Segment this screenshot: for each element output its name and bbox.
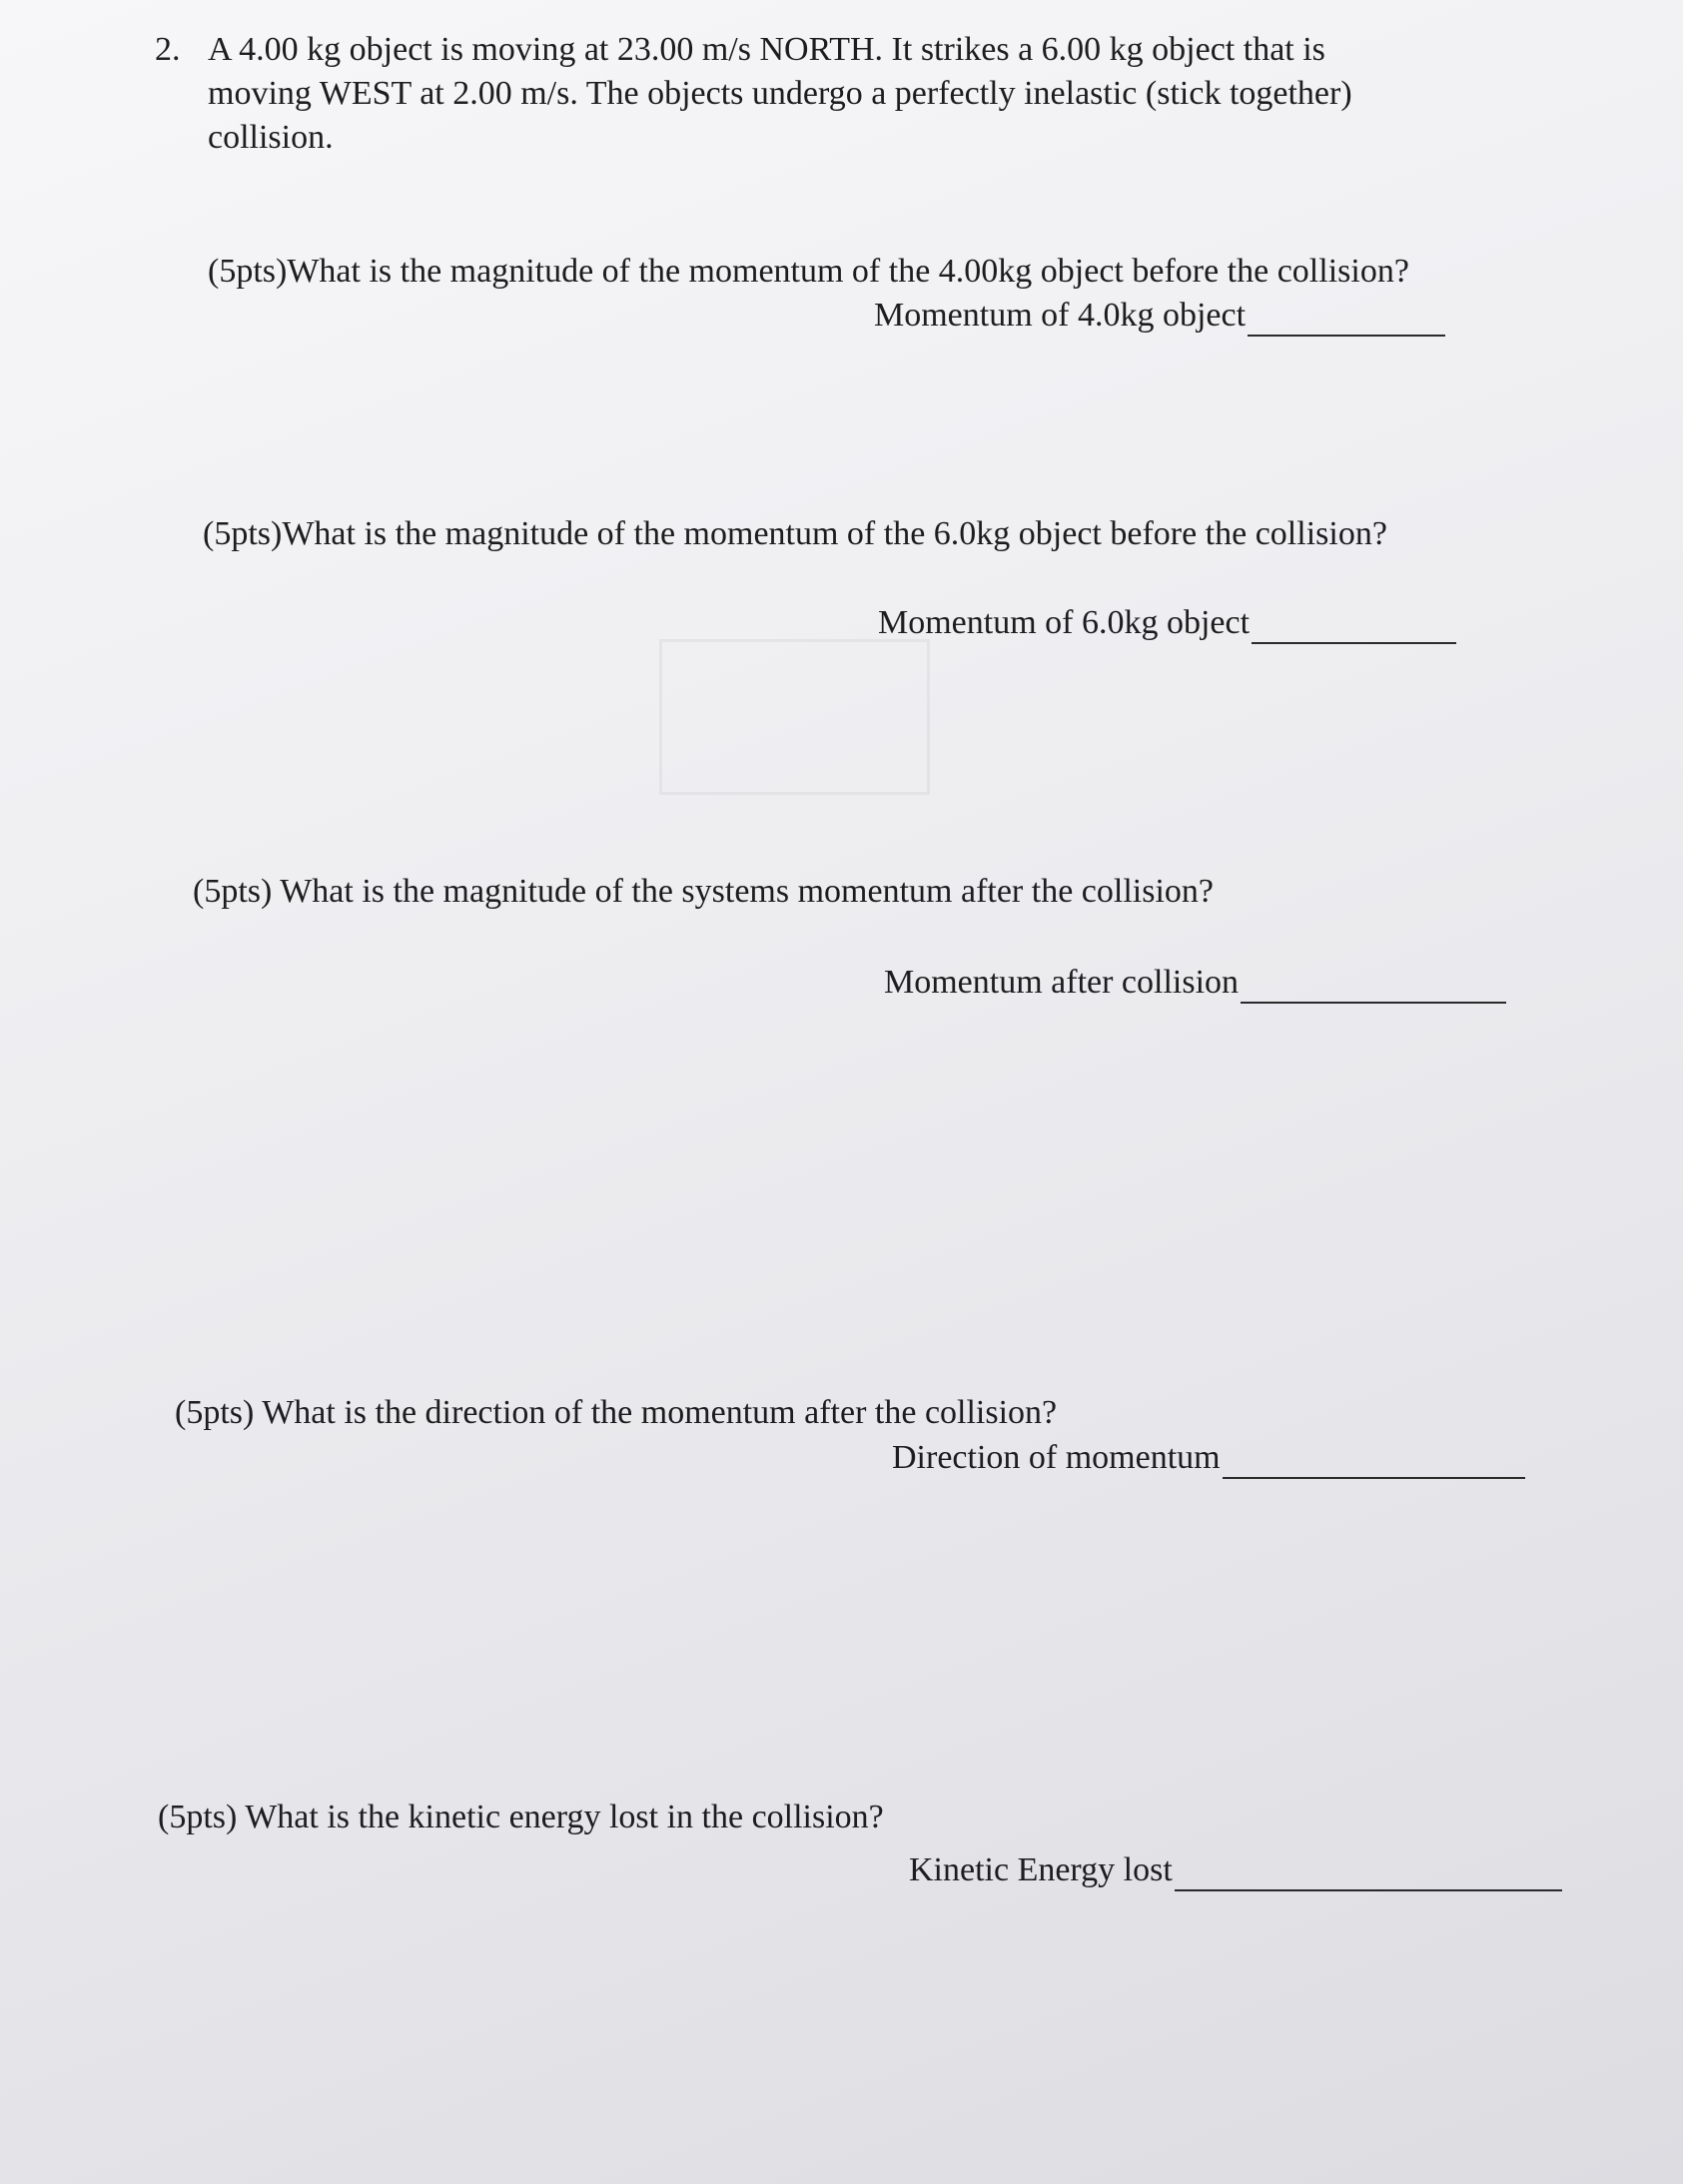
question-number: 2.: [155, 31, 181, 68]
part-5-answer-label: Kinetic Energy lost: [909, 1851, 1173, 1888]
stem-line: A 4.00 kg object is moving at 23.00 m/s NORTH. It strikes a 6.00 kg object that is: [208, 31, 1325, 68]
bleed-through-box: [659, 639, 930, 795]
part-5-answer-blank[interactable]: [1175, 1859, 1562, 1891]
part-4-answer-line: [892, 1438, 1525, 1479]
part-2-answer-line: [878, 603, 1456, 644]
part-2-answer-blank[interactable]: [1252, 612, 1456, 644]
stem-line: collision.: [208, 119, 334, 156]
part-5-answer-line: [909, 1850, 1562, 1891]
part-3-prompt: (5pts) What is the magnitude of the systems momentum after the collision?: [193, 873, 1214, 910]
part-3-answer-label: Momentum after collision: [884, 964, 1240, 1001]
part-2-answer-label: Momentum of 6.0kg object: [878, 604, 1251, 641]
part-2-prompt: (5pts)What is the magnitude of the momentum of the 6.0kg object before the collision?: [203, 515, 1387, 552]
part-1-answer-line: [874, 296, 1445, 337]
part-4-answer-label: Direction of momentum: [892, 1439, 1221, 1476]
stem-line: moving WEST at 2.00 m/s. The objects undergo a perfectly inelastic (stick together): [208, 75, 1352, 112]
part-4-prompt: (5pts) What is the direction of the momentum after the collision?: [175, 1394, 1058, 1431]
part-3-answer-blank[interactable]: [1241, 972, 1506, 1004]
part-3-answer-line: [884, 963, 1506, 1004]
part-5-prompt: (5pts) What is the kinetic energy lost in the collision?: [158, 1799, 884, 1835]
part-1-answer-label: Momentum of 4.0kg object: [874, 297, 1247, 334]
part-1-answer-blank[interactable]: [1248, 305, 1445, 337]
question-stem: [208, 30, 1352, 162]
part-1-prompt: (5pts)What is the magnitude of the momentum of the 4.00kg object before the collision?: [208, 253, 1409, 290]
part-4-answer-blank[interactable]: [1223, 1447, 1525, 1479]
